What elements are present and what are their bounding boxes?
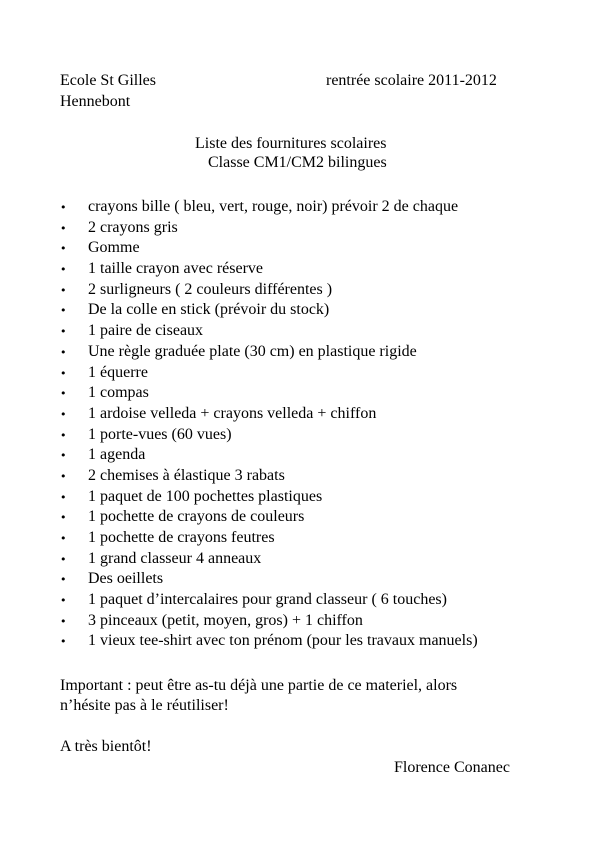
school-year: rentrée scolaire 2011-2012 (326, 72, 497, 89)
bullet-icon: • (60, 242, 67, 256)
list-item-text: 1 compas (88, 384, 149, 402)
list-item (60, 238, 478, 259)
list-item (60, 259, 478, 280)
list-item (60, 507, 478, 528)
bullet-icon: • (60, 407, 67, 421)
class-subtitle: Classe CM1/CM2 bilingues (208, 154, 387, 171)
list-item-text: 1 paire de ciseaux (88, 322, 204, 340)
school-name: Ecole St Gilles (60, 72, 156, 89)
list-item-text: 1 paquet d’intercalaires pour grand classeur ( 6 touches) (88, 591, 447, 609)
bullet-icon: • (60, 552, 67, 566)
bullet-icon: • (60, 325, 67, 339)
list-item-text: 1 vieux tee-shirt avec ton prénom (pour les travaux manuels) (88, 632, 478, 650)
list-item (60, 383, 478, 404)
list-item-text: crayons bille ( bleu, vert, rouge, noir) prévoir 2 de chaque (88, 198, 459, 215)
list-item-text: 1 pochette de crayons feutres (88, 529, 275, 546)
list-item (60, 528, 478, 549)
bullet-icon: • (60, 469, 67, 483)
important-note-line-1: Important : peut être as-tu déjà une partie de ce materiel, alors (60, 677, 458, 694)
bullet-icon: • (60, 201, 67, 214)
list-item-text: 1 paquet de 100 pochettes plastiques (88, 487, 323, 505)
closing-greeting: A très bientôt! (60, 738, 152, 755)
list-item-text: Une règle graduée plate (30 cm) en plastique rigide (88, 342, 417, 360)
list-item (60, 611, 478, 632)
document-title: Liste des fournitures scolaires (195, 135, 387, 152)
list-item (60, 425, 478, 446)
bullet-icon: • (60, 614, 67, 628)
list-item-text: 3 pinceaux (petit, moyen, gros) + 1 chiffon (88, 611, 363, 629)
list-item (60, 363, 478, 384)
list-item-text: 1 ardoise velleda + crayons velleda + chiffon (88, 404, 377, 422)
school-town: Hennebont (60, 93, 131, 110)
bullet-icon: • (60, 387, 67, 401)
list-item (60, 445, 478, 466)
bullet-icon: • (60, 345, 67, 359)
bullet-icon: • (60, 490, 67, 504)
list-item (60, 321, 478, 342)
bullet-icon: • (60, 283, 67, 297)
bullet-icon: • (60, 573, 67, 587)
bullet-icon: • (60, 366, 67, 380)
list-item (60, 590, 478, 611)
list-item (60, 466, 478, 487)
list-item (60, 342, 478, 363)
signature-name: Florence Conanec (394, 759, 510, 776)
supply-list (60, 197, 478, 652)
bullet-icon: • (60, 304, 67, 318)
bullet-icon: • (60, 221, 67, 235)
bullet-icon: • (60, 635, 67, 649)
list-item-text: 2 crayons gris (88, 218, 178, 236)
bullet-icon: • (60, 428, 67, 442)
list-item-text: 1 grand classeur 4 anneaux (88, 549, 262, 567)
list-item-text: Gomme (88, 239, 140, 257)
list-item (60, 631, 478, 652)
list-item (60, 487, 478, 508)
list-item (60, 569, 478, 590)
list-item-text: Des oeillets (88, 570, 164, 588)
list-item (60, 404, 478, 425)
list-item (60, 300, 478, 321)
list-item (60, 280, 478, 301)
list-item-text: 2 chemises à élastique 3 rabats (88, 466, 285, 484)
list-item (60, 197, 478, 218)
list-item-text: 1 taille crayon avec réserve (88, 260, 264, 278)
list-item (60, 218, 478, 239)
list-item-text: 1 pochette de crayons de couleurs (88, 508, 305, 526)
list-item-text: 1 équerre (88, 363, 148, 381)
list-item (60, 549, 478, 570)
list-item-text: 1 agenda (88, 446, 146, 464)
bullet-icon: • (60, 263, 67, 277)
bullet-icon: • (60, 449, 67, 463)
list-item-text: 2 surligneurs ( 2 couleurs différentes ) (88, 280, 333, 298)
bullet-icon: • (60, 594, 67, 608)
bullet-icon: • (60, 511, 67, 525)
bullet-icon: • (60, 532, 67, 545)
list-item-text: 1 porte-vues (60 vues) (88, 425, 232, 443)
list-item-text: De la colle en stick (prévoir du stock) (88, 301, 330, 319)
important-note-line-2: n’hésite pas à le réutiliser! (60, 697, 229, 714)
